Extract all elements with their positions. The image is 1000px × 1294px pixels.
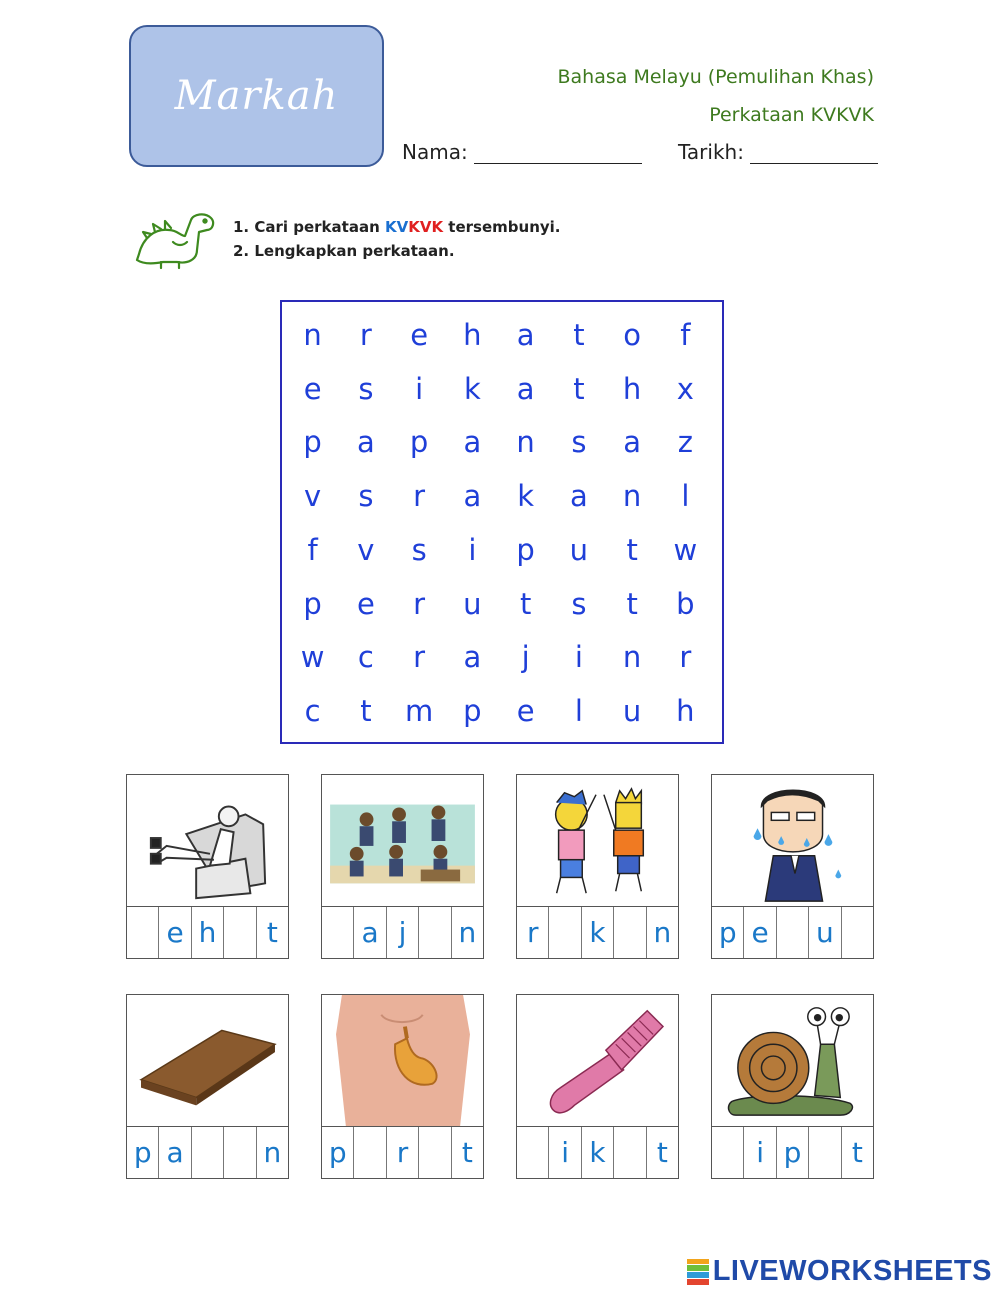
nama-input-line[interactable] [474,141,642,164]
letter-box: h [192,907,224,958]
grid-letter[interactable]: w [300,640,325,675]
blank-letter-box[interactable] [419,907,451,958]
grid-letter[interactable]: u [463,586,482,621]
grid-letter[interactable]: i [574,640,583,675]
instruction-2: 2. Lengkapkan perkataan. [233,242,455,260]
grid-letter[interactable]: r [359,317,372,352]
grid-letter[interactable]: u [622,694,642,729]
grid-letter[interactable]: a [623,425,642,460]
word-card [711,994,874,1179]
letter-box: e [159,907,191,958]
word-card [516,994,679,1179]
grid-letter[interactable]: h [463,317,482,352]
instruction-1-text: 1. Cari perkataan [233,218,385,236]
word-card [321,774,484,959]
dinosaur-icon [133,208,217,270]
grid-letter[interactable]: a [463,479,482,514]
man-relaxing-armchair-picture [126,774,289,907]
letter-box: k [582,907,614,958]
grid-letter[interactable]: s [358,479,374,514]
instruction-1 [233,218,561,236]
word-card [126,774,289,959]
pink-comb-picture [516,994,679,1127]
grid-letter[interactable]: f [680,317,691,352]
blank-letter-box[interactable] [419,1127,451,1178]
grid-letter[interactable]: r [413,640,426,675]
letter-box: t [266,916,278,949]
footer-brand: LIVEWORKSHEETS [712,1255,992,1287]
letter-box: a [354,907,386,958]
instruction-1-suffix: tersembunyi. [443,218,561,236]
word-card [126,994,289,1179]
letter-box: i [744,1127,776,1178]
letter-box: n [458,916,477,949]
grid-letter[interactable]: i [415,371,424,406]
grid-letter[interactable]: k [517,479,535,514]
letter-box: p [322,1127,354,1178]
grid-letter[interactable]: s [411,532,427,567]
grid-letter[interactable]: t [626,532,638,567]
letter-box: p [127,1127,159,1178]
blank-letter-box[interactable] [322,907,354,958]
grid-letter[interactable]: n [622,479,642,514]
subject-title: Bahasa Melayu (Pemulihan Khas) [557,66,874,88]
grid-letter[interactable]: n [622,640,642,675]
letter-box: r [387,1127,419,1178]
grid-letter[interactable]: l [574,694,583,729]
grid-letter[interactable]: m [405,694,434,729]
letter-boxes [516,906,679,959]
grid-letter[interactable]: n [303,317,322,352]
topic-title: Perkataan KVKVK [709,104,874,126]
word-card [711,774,874,959]
grid-letter[interactable]: r [413,586,426,621]
grid-letter[interactable]: x [676,371,694,406]
letter-box: r [517,907,549,958]
grid-letter[interactable]: p [303,586,322,621]
grid-letter[interactable]: e [516,694,535,729]
letter-boxes [126,1126,289,1179]
letter-box: e [744,907,776,958]
grid-letter[interactable]: p [516,532,535,567]
letter-box: t [461,1136,473,1169]
grid-letter[interactable]: h [622,371,642,406]
grid-letter[interactable]: b [676,586,695,621]
letter-box: a [159,1127,191,1178]
blank-letter-box[interactable] [549,907,581,958]
blank-letter-box[interactable] [809,1127,841,1178]
sweating-businessman-picture [711,774,874,907]
blank-letter-box[interactable] [224,907,256,958]
blank-letter-box[interactable] [614,1127,646,1178]
grid-letter[interactable]: p [463,694,482,729]
grid-letter[interactable]: a [516,371,535,406]
letter-box: n [653,916,672,949]
blank-letter-box[interactable] [127,907,159,958]
grid-letter[interactable]: w [673,532,698,567]
tarikh-field [678,140,878,164]
grid-letter[interactable]: k [463,371,481,406]
grid-letter[interactable]: s [571,586,587,621]
grid-letter[interactable]: f [307,532,318,567]
grid-letter[interactable]: h [676,694,695,729]
letter-box: j [387,907,419,958]
friends-high-five-picture [516,774,679,907]
markah-score-box [129,25,384,167]
letter-boxes [126,906,289,959]
grid-letter[interactable]: a [463,425,482,460]
nama-label: Nama: [402,140,468,164]
grid-letter[interactable]: t [626,586,638,621]
letter-boxes [321,906,484,959]
grid-letter[interactable]: t [519,586,532,621]
grid-letter[interactable]: u [569,532,589,567]
letter-box: p [777,1127,809,1178]
letter-box: p [712,907,744,958]
letter-box: n [263,1136,282,1169]
letter-boxes [711,906,874,959]
liveworksheets-icon [687,1259,709,1285]
grid-letter[interactable]: j [521,640,530,675]
blank-letter-box[interactable] [354,1127,386,1178]
grid-letter[interactable]: v [357,532,375,567]
grid-letter[interactable]: r [679,640,692,675]
grid-letter[interactable]: c [357,640,374,675]
grid-letter[interactable]: t [573,317,585,352]
grid-letter[interactable]: i [468,532,477,567]
wooden-board-picture [126,994,289,1127]
grid-letter[interactable]: n [516,425,535,460]
nama-field [402,140,642,164]
grid-letter[interactable]: s [358,371,374,406]
blank-letter-box[interactable] [712,1127,744,1178]
instruction-kvk: KVK [408,218,444,236]
letter-box: u [809,907,841,958]
grid-letter[interactable]: p [409,425,429,460]
stomach-anatomy-picture [321,994,484,1127]
word-card [321,994,484,1179]
letter-boxes [516,1126,679,1179]
tarikh-label: Tarikh: [678,140,744,164]
grid-letter[interactable]: e [410,317,429,352]
liveworksheets-logo [687,1255,992,1288]
grid-letter[interactable]: e [356,586,375,621]
grid-letter[interactable]: p [303,425,322,460]
letter-boxes [711,1126,874,1179]
snail-picture [711,994,874,1127]
letter-box: t [851,1136,863,1169]
grid-letter[interactable]: t [360,694,372,729]
grid-letter[interactable]: a [516,317,535,352]
letter-boxes [321,1126,484,1179]
word-card [516,774,679,959]
grid-letter[interactable]: e [303,371,322,406]
grid-letter[interactable]: a [356,425,375,460]
letter-box: k [582,1127,614,1178]
grid-letter[interactable]: c [304,694,321,729]
grid-letter[interactable]: t [573,371,585,406]
blank-letter-box[interactable] [614,907,646,958]
letter-box: t [656,1136,668,1169]
grid-letter[interactable]: s [571,425,587,460]
markah-label: Markah [174,73,339,119]
grid-letter[interactable]: a [463,640,482,675]
instruction-kv: KV [384,218,409,236]
grid-letter[interactable]: z [677,425,693,460]
grid-letter[interactable]: r [413,479,426,514]
grid-letter[interactable]: o [623,317,641,352]
grid-letter[interactable]: l [681,479,690,514]
word-search-grid [280,300,724,744]
tarikh-input-line[interactable] [750,141,878,164]
blank-letter-box[interactable] [842,907,873,958]
blank-letter-box[interactable] [192,1127,224,1178]
children-working-classroom-picture [321,774,484,907]
grid-letter[interactable]: v [304,479,322,514]
grid-letter[interactable]: a [569,479,588,514]
letter-box: i [549,1127,581,1178]
blank-letter-box[interactable] [224,1127,256,1178]
blank-letter-box[interactable] [777,907,809,958]
blank-letter-box[interactable] [517,1127,549,1178]
